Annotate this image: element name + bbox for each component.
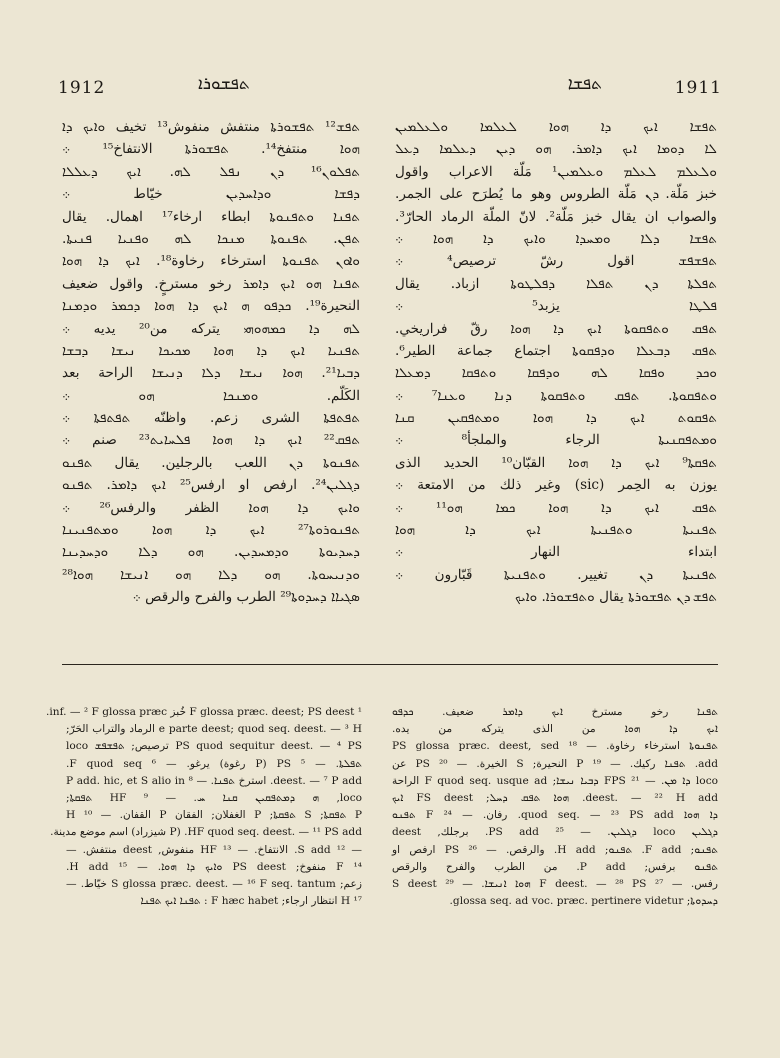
- text-line: ܘܡܬܦܩܢܝܬܐ الرجاء والملجأ⁸ ܀: [395, 432, 717, 449]
- text-line: والصواب ان يقال خبز مَلّة². لانّ الملّة الرماد الحارّ³.: [395, 208, 718, 225]
- text-line: ܬܦܫܐ ܐܝܟ ܕܐ ܗܘܐ ܠܥܠܡܐ ܘܠܥܠܡܝܢ: [395, 119, 717, 135]
- footnote-line: ܬܦܢܘܬܐ استرخاء رخاوة. — ¹⁸ PS glossa præc. deest, sed: [392, 740, 718, 753]
- text-line: ܣܓܝܐܐ ܕܚܕܘܬܐ²⁹ الطرب والفرح والرقص ܀: [132, 589, 360, 606]
- footnote-line: loco, ܗ ܕܡܬܦܩܝܢ ܩܢܐ ܚ. — ⁹ HF ܬܦܩܬܐ;: [66, 791, 362, 804]
- text-line: ܬܦܠܘܢ¹⁶ ܕܢ ܢܦܠ ܠܗ. ܐܝܟ ܕܥܠܠܐ: [62, 163, 360, 180]
- text-line: ابتداء النهار ܀: [395, 544, 717, 561]
- text-line: ܘܠܥܠܡ ܠܥܠܡ ܘܥܠܡܝܢ¹ مَلّة الاعراب واقول: [395, 163, 717, 180]
- text-line: ܘܐܘܢ ܬܦܢܘܬܐ استرخاء رخاوة¹⁸. ܐܝܟ ܕܐ ܗܘܐ: [62, 253, 360, 270]
- footnote-line: deest. — ⁷ P add. استرخ ܬܦܢܐ. — ⁸ P add. hic, et S alio in: [66, 774, 362, 787]
- text-line: ܬܦܬܦܬܐ الشرى زعم. واظنّه ܬܦܬܦܬܐ ܀: [62, 410, 360, 427]
- footnote-line: HF quod seq. deest. — ¹¹ PS add. (P شيزراد) اسم موضع مدينة.: [50, 826, 362, 839]
- footnote-line: ¹⁴ F منفوخ; PS deest ܘܐܝܟ ܕܐ ܗܘܐ. — ¹⁵ H add.: [66, 860, 362, 873]
- right-footnotes-column: [392, 704, 718, 910]
- text-line: ܬܦܩܘܬ ܐܝܟ ܕܐ ܗܘܐ ܘܡܬܦܩܝܢ ܩܢܐ: [395, 410, 717, 427]
- left-footnotes-column: [46, 704, 362, 910]
- footnote-line: ¹⁷ H انتظار ارجاء; F hæc habet : ܬܦܢܐ ܐܝܟ ܬܦܢܐ: [140, 895, 362, 908]
- footnote-line: P ܬܦܩܬܐ; S ܬܦܩܬܐ; P الغفلان; الفقان P القفان. — ¹⁰ H: [66, 809, 362, 822]
- footnote-divider: [62, 664, 718, 665]
- text-line: ܬܦܩ ܕܒܥܠܐ ܘܕܦܩܘܬܐ اجتماع جماعة الطير⁶.: [395, 342, 717, 359]
- text-line: ܦܠܛܐ يزبد⁵ ܀: [395, 298, 717, 315]
- text-line: ܬܦܢܘܪܘܬܐ²⁷ ܐܝܟ ܕܐ ܗܘܐ ܘܡܬܦܢܝܢܐ: [62, 522, 360, 539]
- footnote-line: ܬܦܠܬܐ. — ⁵ PS (P رغوة) يرغو. — ⁶ F quod seq.: [66, 757, 362, 770]
- text-line: ܕܓܠܝܢ²⁴. ارفص او ارفس²⁵ ܐܝܟ ܕܐܡܪ. ܬܦܢܘ: [62, 477, 360, 494]
- text-line: ܬܦܩ ܐܝܟ ܕܐ ܗܘܐ ܟܡܐ ܗܘ¹¹ ܀: [395, 499, 717, 516]
- right-running-head: ܬܦܫܐ: [567, 74, 602, 94]
- text-line: ܘܐܝܟ ܕܐ ܗܘܐ الظفر والرفس²⁶ ܀: [62, 499, 360, 516]
- footnote-line: PS quod sequitur deest. — ⁴ PS ترصيص; ܬܦܫܦܫ loco: [66, 740, 362, 753]
- text-line: ܬܦܩܬܐ⁹ ܐܝܟ ܕܐ ܗܘܐ القبّان¹⁰ الحديد الذى: [395, 454, 717, 471]
- text-line: ܕܒܝܐ²¹. ܗܘܐ ܢܝܫܐ ܕܠܐ ܕܢܝܫܐ الراحة بعد: [62, 365, 360, 382]
- page-header: [58, 74, 722, 104]
- footnote-line: ܕܓܠܝܢ loco ܕܓܠܝܢ. — ²⁵ PS add. برجلك, deest: [392, 826, 718, 839]
- right-page-number: 1911: [674, 78, 722, 98]
- text-line: يوزن به الحِمر (sic) وغير ذلك من الامتعة ܀: [395, 477, 717, 494]
- left-running-head: ܬܦܫܘܪܐ: [198, 74, 250, 94]
- footnote-line: ܬܦܢܘ; F add. ܬܦܢܘ; H add. والرقص. — ²⁶ PS ارفص او: [392, 843, 718, 856]
- text-line: ܬܦܢܘܬܐ ܕܢ اللعب بالرجلين. يقال ܬܦܢܘ: [62, 454, 360, 471]
- text-line: ܬܦܩ ܘܬܦܩܘܬܐ ܐܝܟ ܕܐ ܗܘܐ رقّ فراريخي.: [395, 320, 717, 337]
- footnote-line: ¹ F glossa præc. deest; PS deest خُبز inf. — ² F glossa præc.: [46, 706, 362, 718]
- text-line: ܕܦܫܐ ܘܕܐܚܕܝܢ خيّاط ܀: [62, 186, 360, 203]
- text-line: النحيرة¹⁹. ܟܕܦܘ ܗ ܐܝܟ ܕܐ ܗܘܐ ܕܟܡܪ ܘܕܡܢܐ: [62, 298, 360, 315]
- footnote-line: ܕܐ ܗܘܐ quod seq. — ²³ PS add. رفان. — ²⁴ F ܬܦܢܘ: [392, 809, 718, 822]
- text-line: خبز مَلّة. ܕܢ مَلّة الطروس وهو ما يُطرَح على الجمر.: [395, 186, 717, 203]
- text-line: ܬܦܢܐ ܘܬܦܢܘܬܐ ابطاء ارخاء¹⁷ اهمال. يقال: [62, 208, 360, 225]
- text-line: ܠܗ ܕܐ ܟܡܗܘܗܝ يتركه من²⁰ يديه ܀: [62, 320, 360, 337]
- footnote-line: ܬܦܢܐ رخو مسترخ ܐܝܟ ܕܐܡܪ ضعيف. ܟܕܦܘ: [392, 706, 718, 718]
- text-line: ܘܬܦܩܘܬܐ. ܬܦܩ ܘܬܦܩܘܬܐ ܕܢܐ ܘܥܢܐ⁷ ܀: [395, 387, 718, 404]
- footnote-line: ܕܚܕܘܬܐ; glossa seq. ad voc. præc. pertinere videtur.: [449, 895, 718, 908]
- left-text-column: [62, 116, 360, 609]
- footnote-line: add. ܬܦܢܐ ركيك. — ¹⁹ P النحيرة; S الخيرة. — ²⁰ PS عن: [392, 757, 719, 770]
- text-line: ܬܦܠܬܐ ܕܢ ܬܦܠܐ ܕܦܠܛܘܬܐ ازباد. يقال: [395, 275, 717, 292]
- text-line: ܬܦܢܝܐ ܐܝܟ ܕܐ ܗܘܐ ܡܟܝܟܐ ܢܝܫܐ ܕܒܫܐ: [62, 342, 360, 359]
- text-line: ܬܦܫܦܫ اقول رشّ ترصيص⁴ ܀: [395, 253, 717, 270]
- text-line: ܬܦܫ ܕܢ ܬܦܫܘܪܬܐ يقال ܘܬܦܫܘܪܐ. ܘܐܝܟ: [514, 589, 717, 606]
- footnote-line: loco ܕܐ ܡܢ. — ²¹ FPS ܕܒܝܐ ܢܝܫܐ; F quod seq. usque ad الراحة: [392, 774, 718, 787]
- text-line: ܘܕܢܝܚܘܬܐ. ܗܘ ܕܠܐ ܗܘ ܐܢܝܫܐ ܗܘܐ²⁸: [62, 566, 360, 583]
- footnote-line: زعم; S glossa præc. deest. — ¹⁶ F seq. tantum خيّاط. —: [66, 877, 362, 890]
- text-line: ܬܦܫܐ ܕܠܐ ܘܡܚܕܐ ܘܐܝܟ ܕܐ ܗܘܐ ܀: [395, 230, 717, 247]
- text-line: ܬܦܫ¹² ܬܦܫܘܪܬܐ منتفش منفوش¹³ تخيف ܘܐܝܟ ܕܐ: [62, 119, 361, 135]
- footnote-line: ܐܝܟ ܕܐ ܗܘܐ من الذى يتركه من يده.: [392, 723, 718, 736]
- footnote-line: ܬܦܢܘ برفس; P add. من الطرب والفرح والرقص: [392, 860, 718, 873]
- text-line: ܬܦܢܐ ܗܘ ܐܝܟ ܕܐܡܪ رخو مسترخٍ. واقول ضعيف: [62, 275, 360, 292]
- text-line: ܬܦܢܝܬܐ ܘܬܦܢܝܬܐ ܐܝܟ ܕܐ ܗܘܐ: [395, 522, 717, 539]
- footnote-line: deest. — ²² H add. ܗܘܐ ܬܦܩ ܕܚܠ; FS deest ܐܝܟ: [392, 791, 718, 804]
- text-line: ܬܦܢܝܬܐ ܕܢ تغيير. ܘܬܦܢܝܬܐ قَبّارون ܀: [395, 566, 717, 583]
- text-line: ܗܘܐ منتفخ¹⁴. ܬܦܫܘܪܬܐ الانتفاخ¹⁵ ܀: [62, 141, 360, 158]
- text-line: ܘܟܕ ܘܦܩܐ ܠܗ ܘܕܦܩܐ ܘܬܦܩܐ ܕܡܥܠܐ: [395, 365, 717, 382]
- footnote-line: — ¹² S add. الانتفاخ. — ¹³ HF منفوش, deest منتفش. —: [66, 843, 362, 856]
- text-line: ܬܦܩ²² ܐܝܟ ܕܐ ܗܘܐ ܦܠܚܐܝܬ²³ صنم ܀: [62, 432, 361, 449]
- text-line: الكَلّم. ܘܡܢܟܐ ܗܘ ܀: [62, 387, 360, 404]
- text-line: ܠܐ ܕܘܡܐ ܐܝܟ ܕܐܡܪ. ܗܘ ܕܝܢ ܕܥܠܡܐ ܕܥܠ: [395, 141, 717, 158]
- footnote-line: رفس. — ²⁷ F deest. — ²⁸ PS ܗܘܐ ܐܢܝܫܐ. — ²⁹ S deest: [392, 877, 718, 890]
- text-line: ܬܦܢ. ܬܦܢܘܬܐ ܡܢܟܐ ܠܗ ܘܦܢܝܐ ܦܢܝܬܐ.: [62, 230, 360, 247]
- footnote-line: e parte deest; quod seq. deest. — ³ H الرماد والتراب الحَرّ;: [66, 723, 362, 736]
- left-page-number: 1912: [58, 78, 106, 98]
- right-text-column: [395, 116, 717, 609]
- text-line: ܕܚܕܝܘܬܐ ܘܕܡܚܕܝܢ. ܗܘ ܕܠܐ ܘܕܚܕܝܢܐ: [62, 544, 360, 561]
